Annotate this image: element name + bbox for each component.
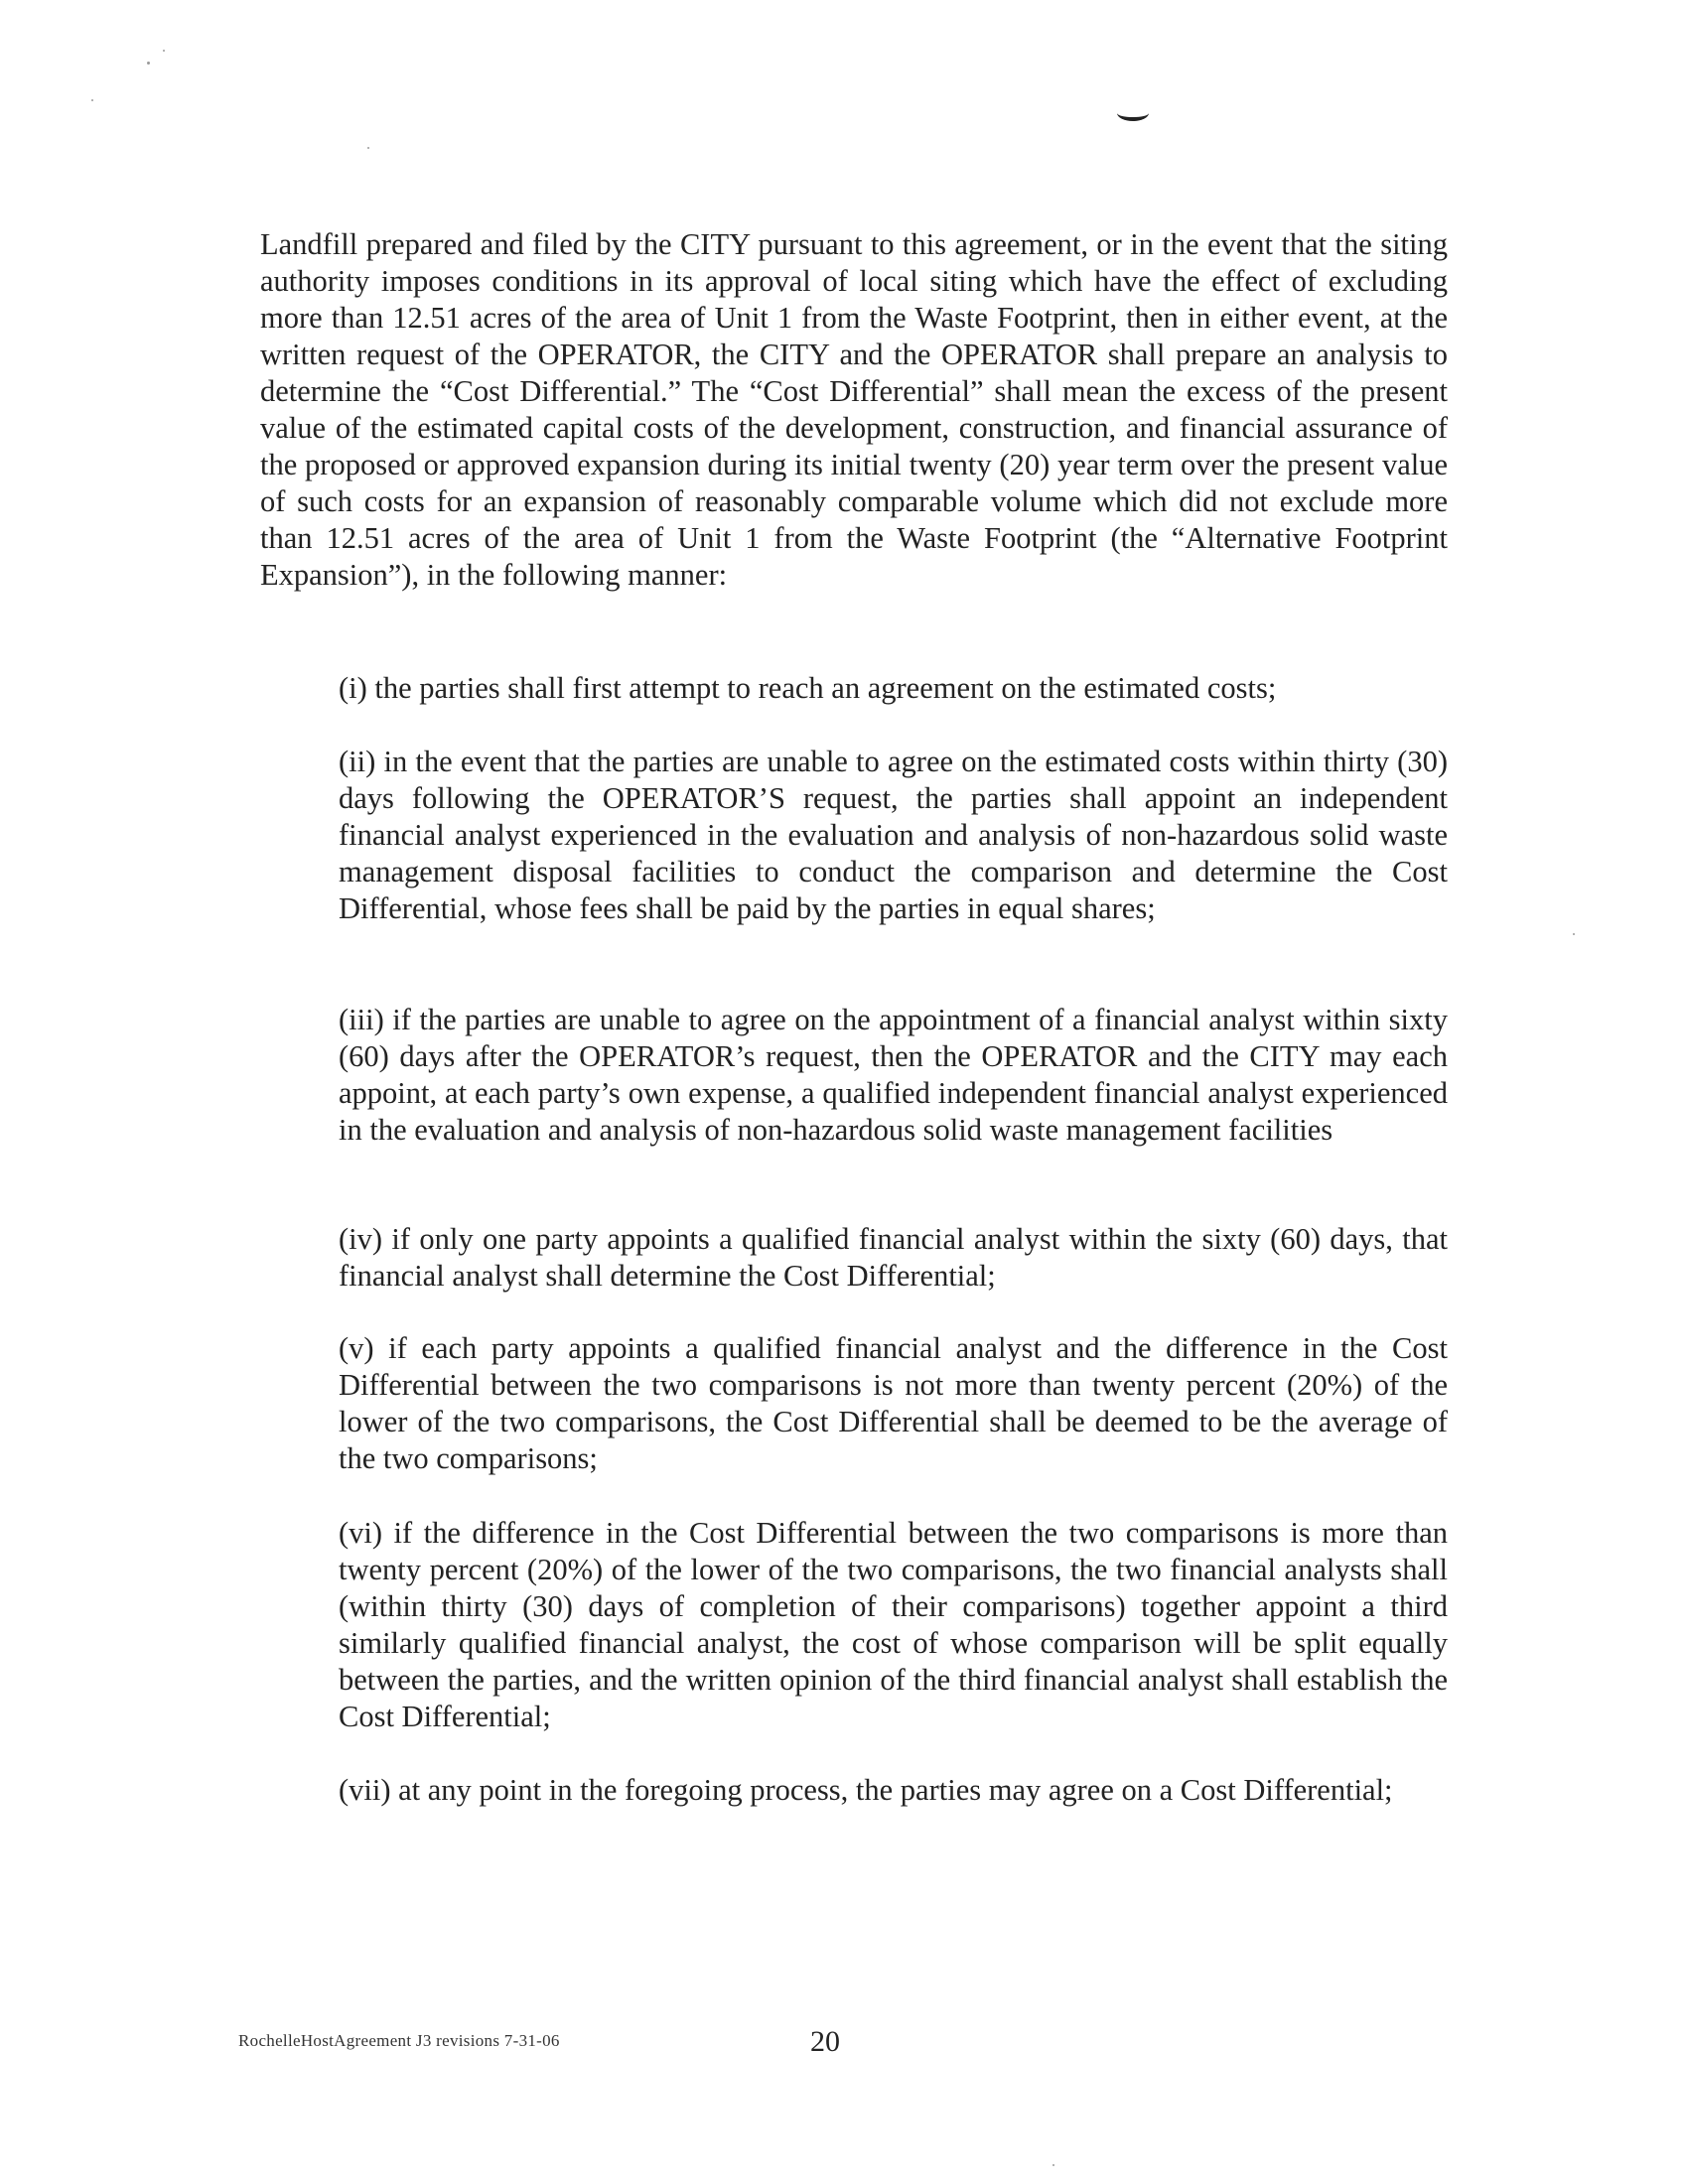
page-number: 20 <box>810 2025 840 2058</box>
list-item <box>339 1330 1448 1477</box>
list-item <box>339 1515 1448 1735</box>
list-item <box>339 1002 1448 1149</box>
list-item-text: (ii) in the event that the parties are unable to agree on the estimated costs within thirty (30) days following the OPERATOR’S request, the parties shall appoint an independent financial analyst experienced in the evaluation and analysis of non-hazardous solid waste management disposal facilities to conduct the comparison and determine the Cost Differential, whose fees shall be paid by the parties in equal shares; <box>339 745 1448 925</box>
list-item-text: (vii) at any point in the foregoing process, the parties may agree on a Cost Differential; <box>339 1773 1393 1807</box>
intro-paragraph <box>260 226 1448 594</box>
footer-filename: RochelleHostAgreement J3 revisions 7-31-06 <box>238 2031 560 2050</box>
list-item <box>339 1772 1448 1809</box>
scan-speck <box>1052 2164 1054 2166</box>
scan-speck <box>147 62 150 65</box>
scan-speck <box>1573 933 1575 935</box>
list-item-text: (v) if each party appoints a qualified financial analyst and the difference in the Cost Differential between the two comparisons is not more than twenty percent (20%) of the lower of the two comparisons, the Cost Differential shall be deemed to be the average of the two comparisons; <box>339 1331 1448 1475</box>
scan-mark <box>1117 105 1149 121</box>
list-item-text: (iii) if the parties are unable to agree on the appointment of a financial analyst within sixty (60) days after the OPERATOR’s request, then the OPERATOR and the CITY may each appoint, at each party’s own expense, a qualified independent financial analyst experienced in the evaluation and analysis of non-hazardous solid waste management facilities <box>339 1003 1448 1147</box>
list-item <box>339 1221 1448 1295</box>
list-item-text: (iv) if only one party appoints a qualified financial analyst within the sixty (60) days, that financial analyst shall determine the Cost Differential; <box>339 1222 1448 1293</box>
list-item-text: (i) the parties shall first attempt to reach an agreement on the estimated costs; <box>339 671 1277 705</box>
list-item-text: (vi) if the difference in the Cost Differential between the two comparisons is more than twenty percent (20%) of the lower of the two comparisons, the two financial analysts shall (within thirty (30) days of completion of their comparisons) together appoint a third similarly qualified financial analyst, the cost of whose comparison will be split equally between the parties, and the written opinion of the third financial analyst shall establish the Cost Differential; <box>339 1516 1448 1733</box>
scan-speck <box>91 99 93 101</box>
scan-speck <box>367 147 369 149</box>
list-item <box>339 670 1448 707</box>
scan-speck <box>163 50 165 52</box>
paragraph-text: Landfill prepared and filed by the CITY pursuant to this agreement, or in the event that the siting authority imposes conditions in its approval of local siting which have the effect of excluding more than 12.51 acres of the area of Unit 1 from the Waste Footprint, then in either event, at the written request of the OPERATOR, the CITY and the OPERATOR shall prepare an analysis to determine the “Cost Differential.” The “Cost Differential” shall mean the excess of the present value of the estimated capital costs of the development, construction, and financial assurance of the proposed or approved expansion during its initial twenty (20) year term over the present value of such costs for an expansion of reasonably comparable volume which did not exclude more than 12.51 acres of the area of Unit 1 from the Waste Footprint (the “Alternative Footprint Expansion”), in the following manner: <box>260 227 1448 592</box>
list-item <box>339 744 1448 927</box>
